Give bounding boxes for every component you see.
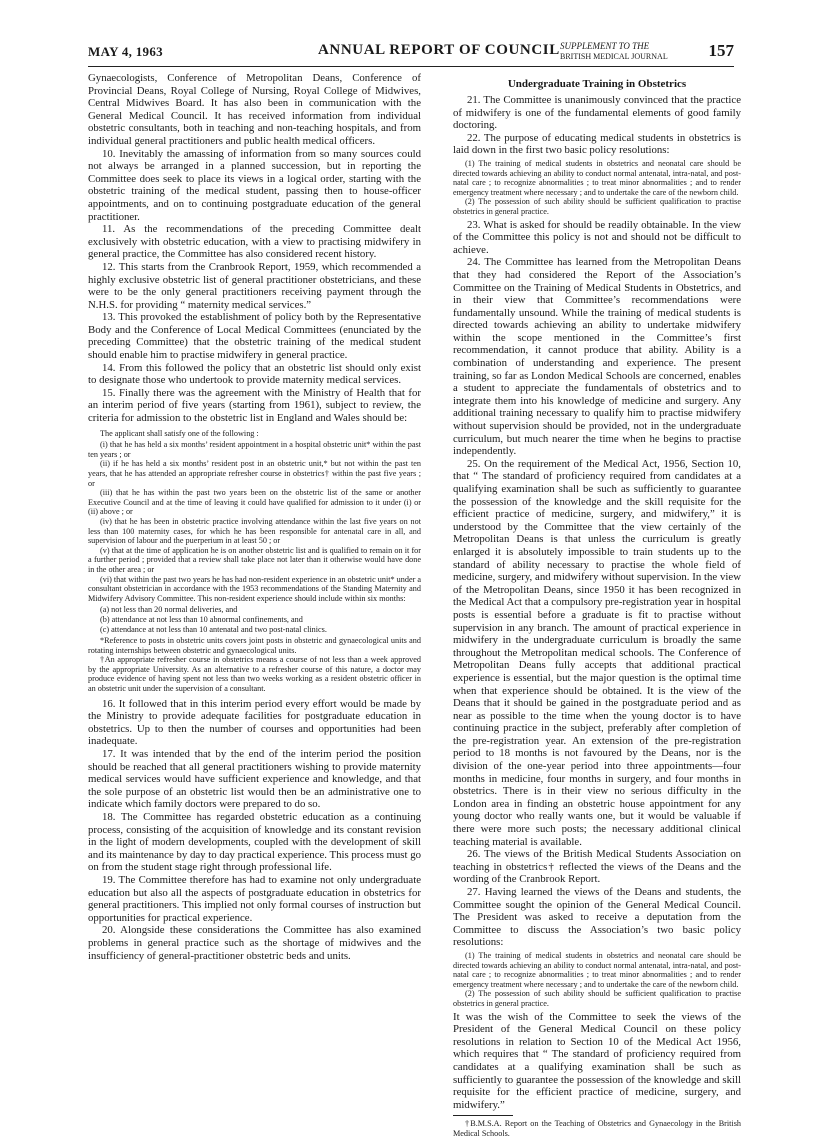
paragraph-17: 17. It was intended that by the end of the interim period the position should be reached that all general practitioners wishing to provide maternity medical services would have sufficient experience and knowledge, and that the sole purpose of an obstetric list would then be an administrative one to indicate which family doctors were prepared to do so. xyxy=(88,748,421,811)
paragraph-12: 12. This starts from the Cranbrook Report, 1959, which recommended a highly exclusive obstetric list of general practitioner obstetricians, and these were to be the only general practitioners receiving payment through the N.H.S. for providing “ maternity medical services.” xyxy=(88,260,421,311)
resolution: (1) The training of medical students in obstetrics and neonatal care should be directed towards achieving an ability to conduct normal antenatal, intra-natal, and post-natal care ; to recognize abnormalities ; to treat minor abnormalities ; and to render emergency treatment where necessary ; and to undertake the care of the newborn child. xyxy=(453,158,741,197)
criteria-item: (v) that at the time of application he is on another obstetric list and is qualified to remain on it for a further period ; provided that a review shall take place not later than it otherwise would have done in the other area ; or xyxy=(88,545,421,574)
criteria-item: (iv) that he has been in obstetric practice involving attendance within the last five years on not less than 100 maternity cases, for which he has been responsible for antenatal care in all, and supervision of labour and the puerperium in at least 50 ; or xyxy=(88,516,421,546)
criteria-item: (iii) that he has within the past two years been on the obstetric list of the same or another Executive Council and at the time of leaving it could have qualified for admission to it under (i) or (ii) above ; or xyxy=(88,488,421,517)
criteria-subitem: (b) attendance at not less than 10 abnormal confinements, and xyxy=(100,614,303,624)
criteria-item: (ii) if he has held a six months’ resident post in an obstetric unit,* but not within the past ten years, that he has attended an appropriate refresher course in obstetrics† within the past five years ; or xyxy=(88,459,421,488)
left-column xyxy=(88,72,421,962)
resolution: (1) The training of medical students in obstetrics and neonatal care should be directed towards achieving an ability to conduct normal antenatal, intra-natal, and post-natal care ; to recognize abnormalities ; to treat minor abnormalities ; and to render emergency treatment where necessary ; and to undertake the care of the newborn child. xyxy=(453,950,741,989)
criteria-subitem: (c) attendance at not less than 10 antenatal and two post-natal clinics. xyxy=(100,624,327,634)
paragraph-10: 10. Inevitably the amassing of information from so many sources could not always be arranged in a planned succession, but in reporting the Committee does seek to place its views in a logical order, starting with the obstetric training of the medical student, passing then to house-officer appointments, and on to continuing postgraduate education of the general practitioner. xyxy=(88,147,421,223)
footnote-rule xyxy=(453,1115,513,1116)
paragraph-21: 21. The Committee is unanimously convinced that the practice of midwifery is one of the fundamental elements of good family doctoring. xyxy=(453,94,741,132)
paragraph-15: 15. Finally there was the agreement with the Ministry of Health that for an interim period of five years (starting from 1961), subject to review, the criteria for admission to the obstetric list in England and Wales should be: xyxy=(88,386,421,425)
paragraph-16: 16. It followed that in this interim period every effort would be made by the Ministry to provide adequate facilities for postgraduate education in obstetrics. Up to then the number of courses and opportunities had been inadequate. xyxy=(88,697,421,748)
paragraph-11: 11. As the recommendations of the preceding Committee dealt exclusively with obstetric education, with a view to practising midwifery in general practice, the Committee has also considered recent history. xyxy=(88,223,421,261)
criteria-footnote: *Reference to posts in obstetric units covers joint posts in obstetric and gynaecological units and rotating internships between obstetric and gynaecological units. xyxy=(88,636,421,655)
paragraph-26: 26. The views of the British Medical Students Association on teaching in obstetrics† reflected the views of the Deans and the wording of the Cranbrook Report. xyxy=(453,848,741,886)
paragraph: Gynaecologists, Conference of Metropolitan Deans, Conference of Provincial Deans, Royal College of Nursing, Royal College of Midwives, Central Midwives Board. It has also been in communication with the General Medical Council. It has received information from individual obstetric consultants, both in teaching and non-teaching hospitals, and from individual general practitioners and public health medical officers. xyxy=(88,72,421,147)
supplement-line-1: SUPPLEMENT TO THE xyxy=(560,41,650,51)
paragraph-19: 19. The Committee therefore has had to examine not only undergraduate education but also all the aspects of postgraduate education in obstetrics for general practitioners. This implied not only formal courses of instruction but opportunities for practical experience. xyxy=(88,873,421,924)
paragraph-13: 13. This provoked the establishment of policy both by the Representative Body and the Conference of Local Medical Committees (enunciated by the preceding Committee) that the obstetric training of the medical student should enable him to practise midwifery in general practice. xyxy=(88,311,421,362)
paragraph-24: 24. The Committee has learned from the Metropolitan Deans that they had considered the Report of the Association’s Committee on the Training of Medical Students in Obstetrics, and in their view that Committee’s recommendations were fundamentally unsound. While the training of medical students is directed towards achieving an ability to undertake midwifery within the scope mentioned in the Committee’s first recommendation, it cannot produce that ability. Ability is a combination of understanding and experience. The present training, so far as London Medical Schools are concerned, enables a student to appreciate the fundamentals of obstetrics and to integrate them into his knowledge of medicine and surgery. Any additional training necessary to qualify him to practise midwifery without supervision should be provided, not in the undergraduate curriculum, but much nearer the time when he begins to practise independently. xyxy=(453,256,741,458)
paragraph-27: 27. Having learned the views of the Deans and students, the Committee sought the opinion of the General Medical Council. The President was asked to receive a deputation from the Committee to discuss the Association’s two basic policy resolutions: xyxy=(453,886,741,949)
paragraph-14: 14. From this followed the policy that an obstetric list should only exist to designate those who undertook to provide maternity medical services. xyxy=(88,361,421,387)
criteria-intro: The applicant shall satisfy one of the following : xyxy=(100,428,259,438)
criteria-item: (i) that he has held a six months’ resident appointment in a hospital obstetric unit* within the past ten years ; or xyxy=(88,440,421,459)
paragraph-27-continued: It was the wish of the Committee to seek the views of the President of the General Medical Council on these policy resolutions in relation to Section 10 of the Medical Act 1956, which requires that “ The standard of proficiency required from candidates at a qualifying examination shall be such as sufficiently to guarantee the possession of the knowledge and skill requisite for the efficient practice of medicine, surgery, and midwifery.” xyxy=(453,1010,741,1111)
paragraph-20: 20. Alongside these considerations the Committee has also examined problems in general practice such as the shortage of midwives and the insufficiency of general-practitioner obstetric beds and units. xyxy=(88,924,421,962)
paragraph-23: 23. What is asked for should be readily obtainable. In the view of the Committee this policy is not and should not be difficult to achieve. xyxy=(453,218,741,256)
footnote: †B.M.S.A. Report on the Teaching of Obstetrics and Gynaecology in the British Medical Schools. xyxy=(453,1119,741,1138)
paragraph-18: 18. The Committee has regarded obstetric education as a continuing process, consisting of the acquisition of knowledge and its constant revision in the light of modern developments, coupled with the development of skill and its maintenance by day to day practical experience. This process must go on from the student stage right through professional life. xyxy=(88,811,421,874)
paragraph-22: 22. The purpose of educating medical students in obstetrics is laid down in the first two basic policy resolutions: xyxy=(453,131,741,157)
supplement-label xyxy=(560,41,668,62)
right-column xyxy=(453,72,741,1138)
resolution: (2) The possession of such ability should be sufficient qualification to practise obstetrics in general practice. xyxy=(453,197,741,216)
issue-date: MAY 4, 1963 xyxy=(88,44,163,59)
paragraph-25: 25. On the requirement of the Medical Act, 1956, Section 10, that “ The standard of proficiency required from candidates at a qualifying examination shall be such as sufficiently to guarantee the possession of the knowledge and the skill requisite for the efficient practice of medicine, surgery, and midwifery,” it is understood by the Committee that the view certainly of the Metropolitan Deans is that unless the curriculum is greatly enlarged it is absolutely impossible to train students up to the standard of ability necessary to practise the whole field of medicine, surgery, and midwifery without supervision. In the view of the Metropolitan Deans, since 1950 it has been recognized in the Medical Act that a compulsory pre-registration year in hospital posts is essential before a graduate is fit to practise without supervision in any branch. The amount of practical experience in midwifery in the undergraduate curriculum is broadly the same throughout the Metropolitan medical schools. The Conference of Metropolitan Deans fully accepts that additional practical experience is essential, but the major question is the optimal time when that experience should be obtained. It is the view of the Deans that it should be gained in the postgraduate period and as near as possible to the time when the young doctor is to have continuing practice in the subject, preferably after completion of the pre-registration year. An extension of the pre-registration period to 18 months is not favoured by the Deans, nor is the division of the one-year period into three appointments—four months in medicine, four months in surgery, and four months in obstetrics. There is in their view no serious difficulty in the London area in finding an obstetric house appointment for any young doctor who really wants one, but it would be valuable if there were more such posts; the necessary additional clinical teaching material is available. xyxy=(453,457,741,848)
supplement-line-2: BRITISH MEDICAL JOURNAL xyxy=(560,52,668,61)
page-number: 157 xyxy=(708,41,734,60)
criteria-subitem: (a) not less than 20 normal deliveries, and xyxy=(100,605,238,615)
report-title: ANNUAL REPORT OF COUNCIL xyxy=(318,42,560,58)
resolution: (2) The possession of such ability should be sufficient qualification to practise obstetrics in general practice. xyxy=(453,989,741,1008)
criteria-footnote: †An appropriate refresher course in obstetrics means a course of not less than a week approved by the appropriate University. As an alternative to a refresher course of this nature, a doctor may produce evidence of having spent not less than two weeks working as a resident obstetric officer in an obstetric unit under the supervision of a consultant. xyxy=(88,655,421,694)
running-head xyxy=(88,40,734,67)
section-title: Undergraduate Training in Obstetrics xyxy=(507,78,687,90)
criteria-item: (vi) that within the past two years he has had non-resident experience in an obstetric unit* under a consultant obstetrician in accordance with the 1953 recommendations of the Standing Maternity and Midwifery Advisory Committee. This non-resident experience should include within six months: xyxy=(88,574,421,603)
